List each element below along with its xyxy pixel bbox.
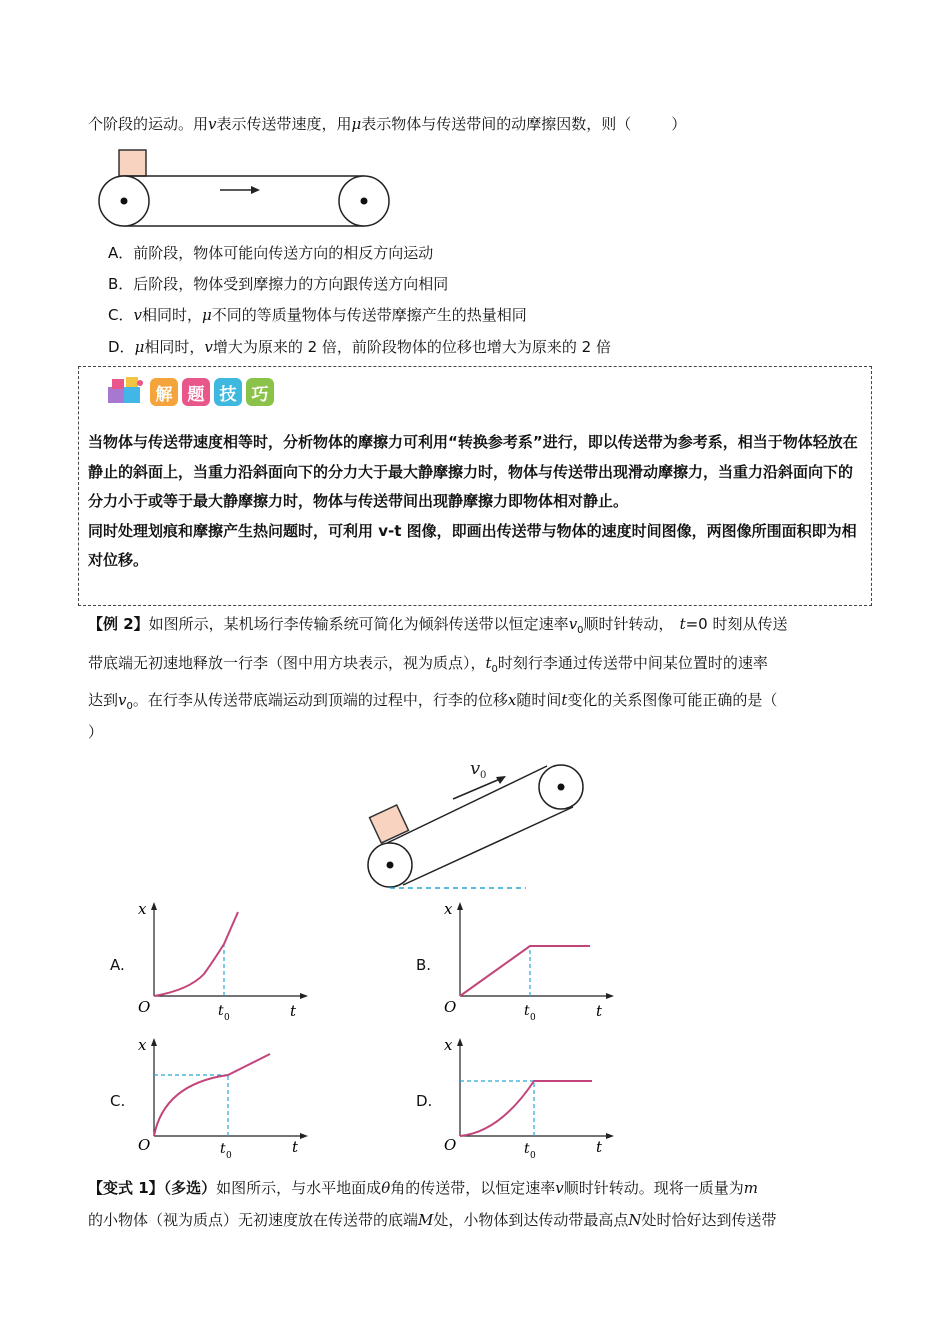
belt-top-inclined <box>383 766 547 845</box>
velocity-arrow <box>453 779 500 799</box>
graph-a <box>134 898 314 1024</box>
tip-text <box>88 428 863 576</box>
graph-d <box>440 1034 620 1160</box>
ex2-line-2: 带底端无初速地释放一行李（图中用方块表示，视为质点），$t_0$时刻行李通过传送带中间某位置时的速率 <box>88 654 768 675</box>
luggage-block <box>369 805 408 843</box>
var1-line-2: 的小物体（视为质点）无初速度放在传送带的底端M处，小物体到达传动带最高点N处时恰好达到传送带 <box>88 1211 777 1229</box>
graph-label-b: B. <box>416 956 432 974</box>
belt-bottom-inclined <box>403 807 573 885</box>
tip-badge <box>106 374 274 410</box>
curve-b <box>460 946 590 996</box>
curve-c <box>154 1054 270 1136</box>
curve-d <box>460 1081 592 1136</box>
conveyor-inclined-figure <box>360 752 590 894</box>
ex2-tag: 【例 2】 <box>88 615 149 633</box>
x-axis-label: t <box>596 1002 603 1020</box>
fig-v-sub: 0 <box>480 770 487 781</box>
svg-text:0: 0 <box>226 1151 232 1160</box>
graph-c <box>134 1034 314 1160</box>
graph-b <box>440 898 620 1024</box>
y-axis-label: x <box>138 1036 147 1054</box>
origin-label: O <box>444 998 457 1016</box>
option-d: D．μ相同时，v增大为原来的 2 倍，前阶段物体的位移也增大为原来的 2 倍 <box>108 338 611 356</box>
tip-char-4: 巧 <box>246 378 274 406</box>
q1-stem: 个阶段的运动。用v表示传送带速度，用μ表示物体与传送带间的动摩擦因数，则（ ） <box>88 115 687 133</box>
ex2-line-4: ） <box>88 723 104 741</box>
box-block <box>119 150 146 176</box>
svg-text:0: 0 <box>224 1013 230 1023</box>
ex2-line-1: 【例 2】如图所示，某机场行李传输系统可简化为倾斜传送带以恒定速率$v_0$顺时针转动， t=0 时刻从传送 <box>88 615 788 636</box>
x-axis-label: t <box>596 1138 603 1156</box>
origin-label: O <box>138 998 151 1016</box>
tip-char-3: 技 <box>214 378 242 406</box>
x-axis-label: t <box>292 1138 299 1156</box>
t0-label: t <box>524 1003 530 1019</box>
fig-v-label: v <box>470 758 481 779</box>
y-axis-label: x <box>138 900 147 918</box>
t0-label: t <box>220 1141 226 1157</box>
curve-a <box>154 912 238 996</box>
ex2-line-3: 达到$v_0$。在行李从传送带底端运动到顶端的过程中，行李的位移x随时间t变化的关系图像可能正确的是（ <box>88 691 778 712</box>
tip-paragraph-1: 当物体与传送带速度相等时，分析物体的摩擦力可利用“转换参考系”进行，即以传送带为参考系，相当于物体轻放在静止的斜面上，当重力沿斜面向下的分力大于最大静摩擦力时，物体与传送带出现滑动摩擦力，当重力沿斜面向下的分力小于或等于最大静摩擦力时，物体与传送带间出现静摩擦力即物体相对静止。 <box>88 433 858 510</box>
option-c: C．v相同时，μ不同的等质量物体与传送带摩擦产生的热量相同 <box>108 306 527 324</box>
t0-label: t <box>218 1003 224 1019</box>
y-axis-label: x <box>444 1036 453 1054</box>
graph-label-c: C. <box>110 1092 126 1110</box>
svg-text:0: 0 <box>530 1151 536 1160</box>
var1-line-1: 【变式 1】（多选）如图所示，与水平地面成θ角的传送带，以恒定速率v顺时针转动。现将一质量为m <box>88 1179 758 1197</box>
x-axis-label: t <box>290 1002 297 1020</box>
tip-paragraph-2: 同时处理划痕和摩擦产生热问题时，可利用 v-t 图像，即画出传送带与物体的速度时间图像，两图像所围面积即为相对位移。 <box>88 521 857 569</box>
origin-label: O <box>444 1136 457 1154</box>
y-axis-label: x <box>444 900 453 918</box>
puzzle-icon <box>106 375 146 409</box>
graph-label-d: D. <box>416 1092 433 1110</box>
origin-label: O <box>138 1136 151 1154</box>
tip-char-1: 解 <box>150 378 178 406</box>
var1-tag: 【变式 1】（多选） <box>88 1179 217 1197</box>
svg-text:0: 0 <box>530 1013 536 1023</box>
t0-label: t <box>524 1141 530 1157</box>
var-mu: μ <box>351 115 362 133</box>
conveyor-horizontal-figure <box>96 148 392 230</box>
var-v: v <box>208 115 217 133</box>
tip-char-2: 题 <box>182 378 210 406</box>
option-b: B．后阶段，物体受到摩擦力的方向跟传送方向相同 <box>108 275 449 293</box>
option-a: A．前阶段，物体可能向传送方向的相反方向运动 <box>108 244 434 262</box>
graph-label-a: A. <box>110 956 125 974</box>
